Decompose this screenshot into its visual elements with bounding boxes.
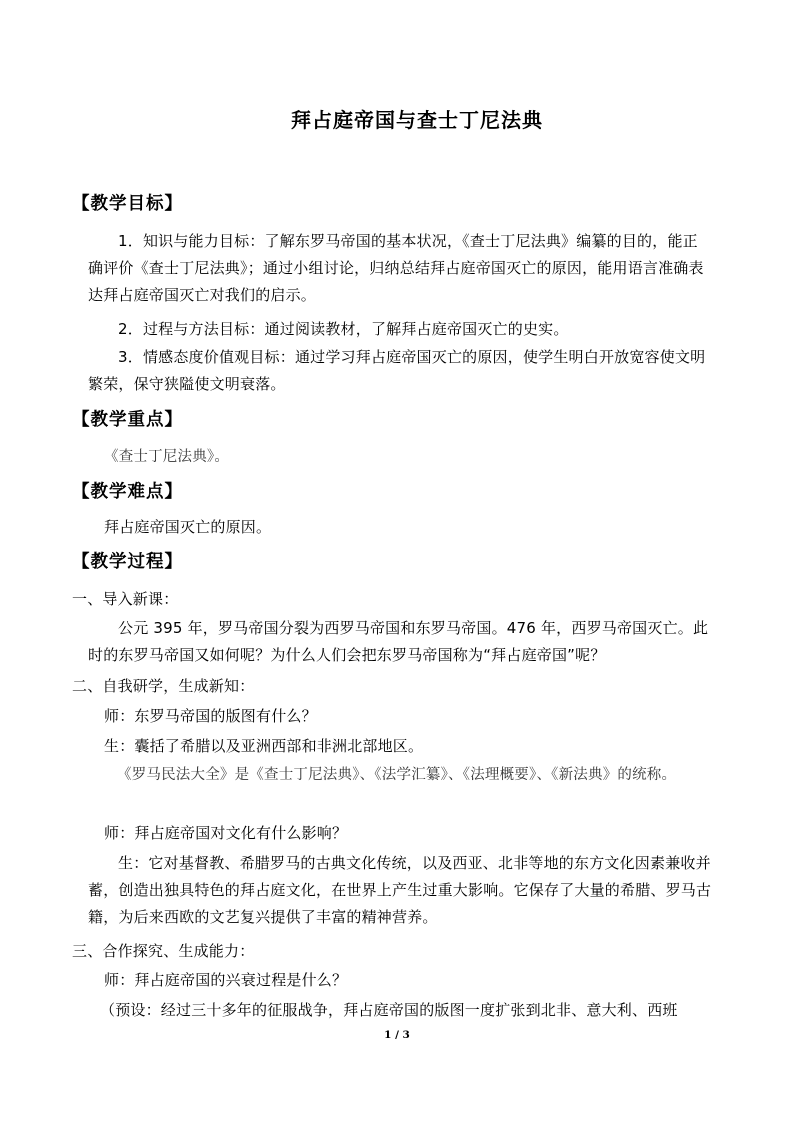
part1-text: 公元 395 年，罗马帝国分裂为西罗马帝国和东罗马帝国。476 年，西罗马帝国灭亡。此时的东罗马帝国又如何呢？为什么人们会把东罗马帝国称为“拜占庭帝国”呢？ — [88, 619, 709, 664]
objective-item-3: 3．情感态度价值观目标：通过学习拜占庭帝国灭亡的原因，使学生明白开放宽容使文明繁荣，保守狭隘使文明衰落。 — [88, 348, 706, 393]
difficulties-text: 拜占庭帝国灭亡的原因。 — [104, 518, 272, 536]
part2-question-1: 师：东罗马帝国的版图有什么？ — [104, 707, 317, 725]
heading-objectives: 【教学目标】 — [72, 194, 183, 214]
page-number: 1 / 3 — [384, 1029, 410, 1041]
part2-answer-2: 生：它对基督教、希腊罗马的古典文化传统，以及西亚、北非等地的东方文化因素兼收并蓄，创造出独具特色的拜占庭文化，在世界上产生过重大影响。它保存了大量的希腊、罗马古籍，为后来西欧的文艺复兴提供了丰富的精神营养。 — [88, 854, 712, 926]
part2-title: 二、自我研学，生成新知： — [72, 677, 255, 695]
part1-title: 一、导入新课： — [72, 590, 179, 608]
heading-process: 【教学过程】 — [72, 552, 183, 572]
key-points-text: 《查士丁尼法典》。 — [104, 449, 230, 465]
heading-difficulties: 【教学难点】 — [72, 482, 183, 502]
part2-answer-1: 生：囊括了希腊以及亚洲西部和非洲北部地区。 — [104, 737, 424, 755]
heading-key-points: 【教学重点】 — [72, 410, 183, 430]
part2-question-2: 师：拜占庭帝国对文化有什么影响？ — [104, 824, 348, 842]
part3-question-1: 师：拜占庭帝国的兴衰过程是什么？ — [104, 971, 348, 989]
part3-answer-1: （预设：经过三十多年的征服战争，拜占庭帝国的版图一度扩张到北非、意大利、西班 — [100, 1001, 678, 1019]
part3-title: 三、合作探究、生成能力： — [72, 942, 255, 960]
page-title: 拜占庭帝国与查士丁尼法典 — [291, 108, 543, 132]
objective-item-1: 1．知识与能力目标：了解东罗马帝国的基本状况，《查士丁尼法典》编纂的目的，能正确评价《查士丁尼法典》；通过小组讨论，归纳总结拜占庭帝国灭亡的原因，能用语言准确表达拜占庭帝国灭亡对我们的启示。 — [88, 232, 704, 304]
part2-note: 《罗马民法大全》是《查士丁尼法典》、《法学汇纂》、《法理概要》、《新法典》的统称。 — [117, 767, 677, 783]
objective-item-2: 2．过程与方法目标：通过阅读教材，了解拜占庭帝国灭亡的史实。 — [118, 320, 569, 338]
